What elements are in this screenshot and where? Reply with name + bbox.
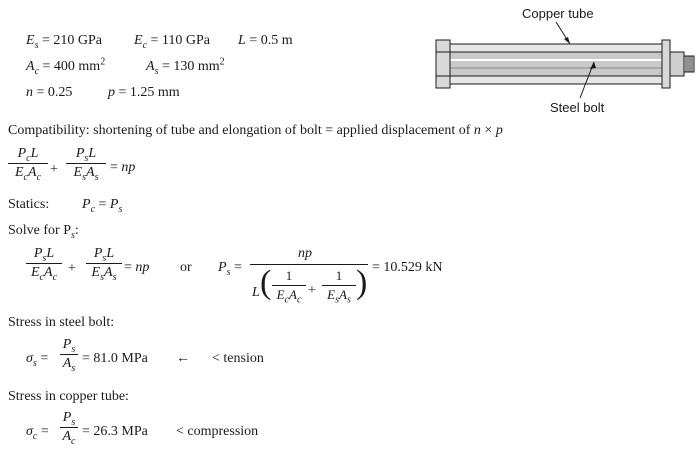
inv-term-copper: 1 $E_cA_c$ [272, 268, 306, 303]
compat-term-steel: $P_sL$ $E_sA_s$ [66, 146, 106, 181]
sigma-s-symbol: $\sigma_s$ = [26, 351, 49, 369]
steel-stress-label: Stress in steel bolt: [8, 315, 115, 330]
steel-stress-fraction: $P_s$ $A_s$ [60, 337, 78, 372]
given-As: $A_s = 130$ $mm^2$ [146, 56, 225, 77]
sigma-c-symbol: $\sigma_c$ = [26, 424, 49, 442]
bolt-tube-figure [0, 0, 700, 120]
solve-term-copper: $P_sL$ $E_cA_c$ [26, 246, 62, 281]
Ps-symbol: $P_s$ = [218, 260, 242, 278]
steel-bolt-label: Steel bolt [550, 100, 605, 115]
solve-rhs: = np [124, 260, 150, 275]
or-text: or [180, 260, 192, 275]
compatibility-statement: Compatibility: shortening of tube and elongation of bolt = applied displacement of n × p [8, 123, 503, 138]
solve-label: Solve for $P_s$: [8, 223, 79, 241]
given-p: p = 1.25 mm [108, 85, 180, 100]
inv-term-steel: 1 $E_sA_s$ [322, 268, 356, 303]
left-paren: ( [260, 264, 272, 301]
statics-equation: $P_c = P_s$ [82, 197, 123, 215]
statics-label: Statics: [8, 197, 50, 212]
copper-stress-label: Stress in copper tube: [8, 389, 129, 404]
given-Ac: $A_c = 400$ $mm^2$ [26, 56, 106, 77]
copper-stress-result: = 26.3 MPa [82, 424, 148, 439]
given-Es: $E_s = 210$ GPa [26, 33, 102, 51]
plus-sign: + [68, 261, 76, 276]
copper-stress-fraction: $P_s$ $A_c$ [60, 410, 78, 445]
plus-sign: + [308, 283, 316, 298]
plus-sign: + [50, 162, 58, 177]
arrow-left-icon: ← [176, 351, 190, 366]
given-Ec: $E_c = 110$ GPa [134, 33, 211, 51]
compat-rhs: = np [110, 160, 136, 175]
compression-note: < compression [176, 424, 259, 439]
tension-note: < tension [212, 351, 264, 366]
right-paren: ) [356, 264, 368, 301]
given-L: L = 0.5 m [238, 33, 293, 48]
Ps-denominator-L: L [252, 285, 260, 300]
given-n: n = 0.25 [26, 85, 73, 100]
copper-tube-label: Copper tube [522, 6, 594, 21]
Ps-result: = 10.529 kN [372, 260, 443, 275]
steel-stress-result: = 81.0 MPa [82, 351, 148, 366]
compat-term-copper: $P_cL$ $E_cA_c$ [8, 146, 48, 181]
Ps-numerator: np [298, 246, 312, 261]
solve-term-steel: $P_sL$ $E_sA_s$ [86, 246, 122, 281]
